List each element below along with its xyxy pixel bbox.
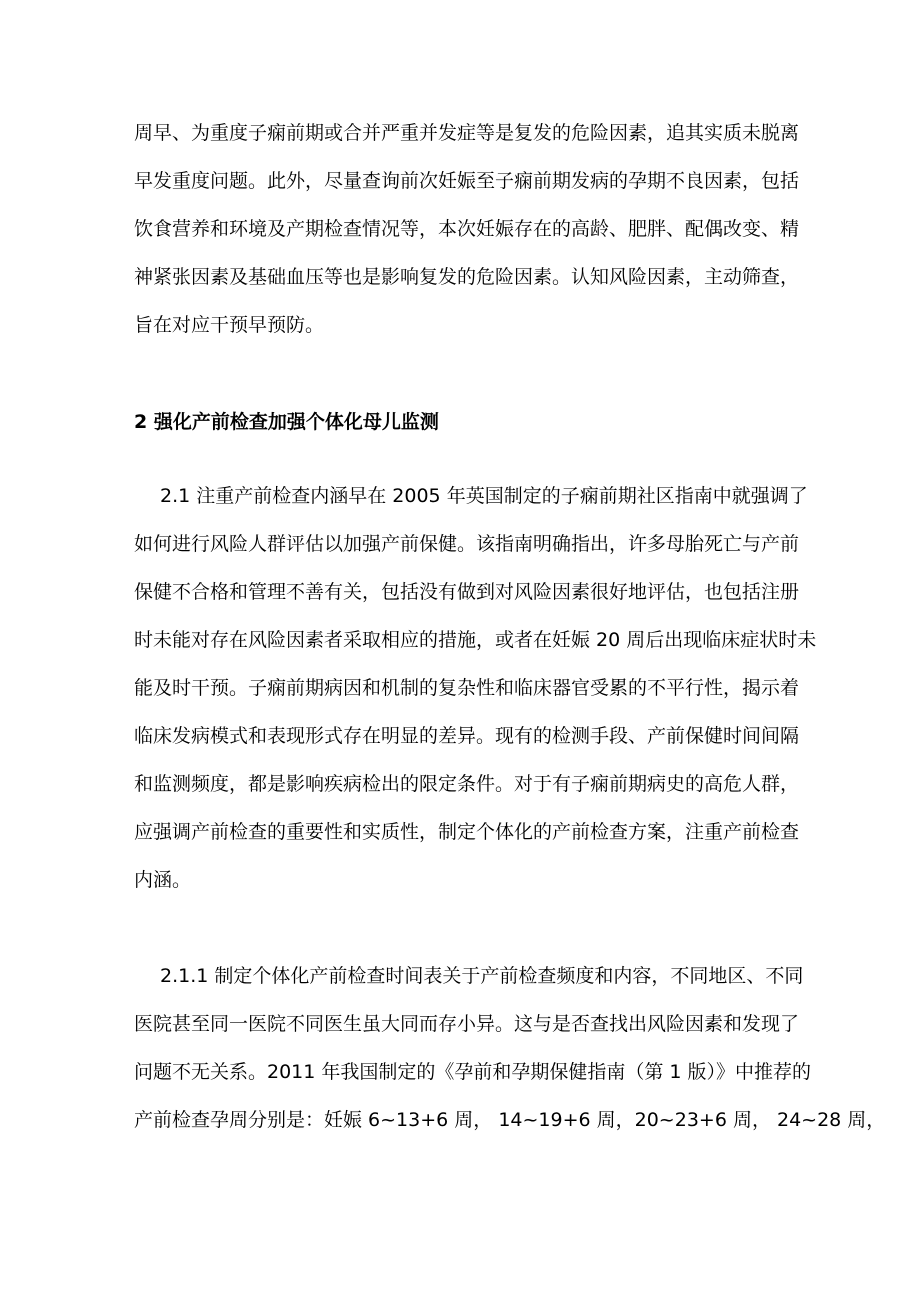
text-line: 问题不无关系。2011 年我国制定的《孕前和孕期保健指南（第 1 版）》中推荐的 — [134, 1061, 812, 1083]
text-line: 时未能对存在风险因素者采取相应的措施，或者在妊娠 20 周后出现临床症状时未 — [134, 629, 817, 651]
text-line: 医院甚至同一医院不同医生虽大同而存小异。这与是否查找出风险因素和发现了 — [134, 1013, 800, 1035]
text-line: 内涵。 — [134, 869, 192, 891]
text-line: 产前检查孕周分别是：妊娠 6~13+6 周， 14~19+6 周，20~23+6 周， 24~28 周， — [134, 1109, 886, 1131]
text-line: 2.1.1 制定个体化产前检查时间表关于产前检查频度和内容，不同地区、不同 — [160, 965, 804, 987]
text-line: 临床发病模式和表现形式存在明显的差异。现有的检测手段、产前保健时间间隔 — [134, 725, 800, 747]
text-line: 应强调产前检查的重要性和实质性，制定个体化的产前检查方案，注重产前检查 — [134, 821, 800, 843]
text-line: 2.1 注重产前检查内涵早在 2005 年英国制定的子痫前期社区指南中就强调了 — [160, 485, 808, 507]
text-line: 周早、为重度子痫前期或合并严重并发症等是复发的危险因素，追其实质未脱离 — [134, 122, 800, 144]
text-line: 如何进行风险人群评估以加强产前保健。该指南明确指出，许多母胎死亡与产前 — [134, 533, 800, 555]
text-line: 保健不合格和管理不善有关，包括没有做到对风险因素很好地评估，也包括注册 — [134, 581, 800, 603]
section-heading: 2 强化产前检查加强个体化母儿监测 — [134, 411, 439, 433]
text-line: 和监测频度，都是影响疾病检出的限定条件。对于有子痫前期病史的高危人群， — [134, 773, 800, 795]
text-line: 能及时干预。子痫前期病因和机制的复杂性和临床器官受累的不平行性，揭示着 — [134, 677, 800, 699]
text-line: 饮食营养和环境及产期检查情况等，本次妊娠存在的高龄、肥胖、配偶改变、精 — [134, 218, 800, 240]
text-line: 旨在对应干预早预防。 — [134, 314, 325, 336]
text-line: 神紧张因素及基础血压等也是影响复发的危险因素。认知风险因素，主动筛查， — [134, 266, 800, 288]
text-line: 早发重度问题。此外，尽量查询前次妊娠至子痫前期发病的孕期不良因素，包括 — [134, 170, 800, 192]
